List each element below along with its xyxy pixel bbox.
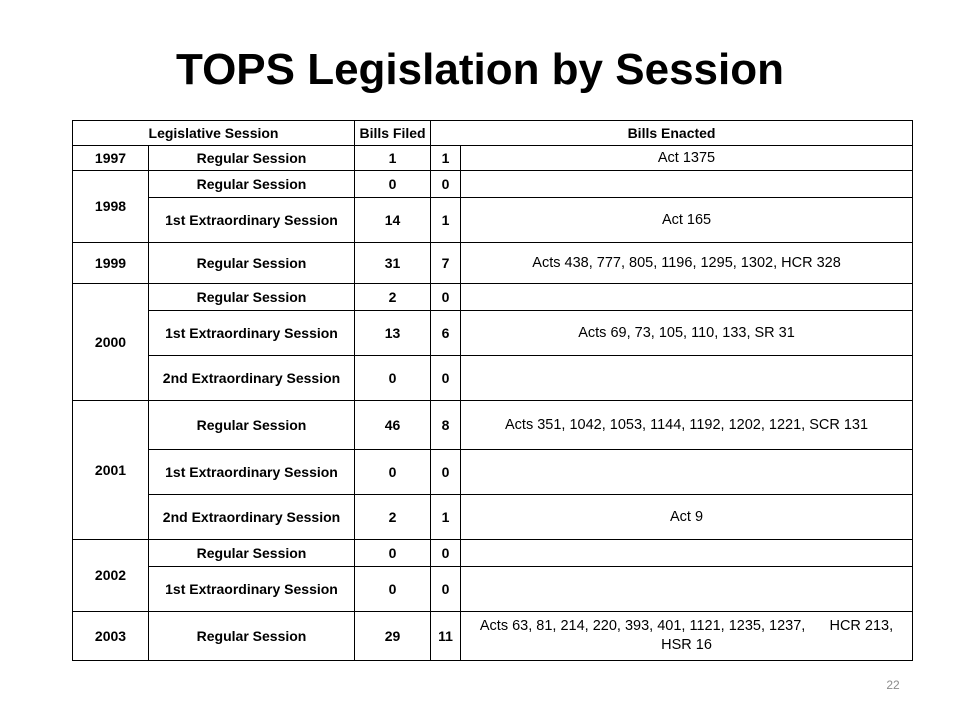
session-cell: Regular Session	[149, 401, 355, 450]
table-row	[73, 401, 913, 450]
bills-filed-cell: 14	[355, 198, 431, 243]
year-cell: 1998	[73, 171, 149, 243]
bills-filed-cell: 31	[355, 243, 431, 284]
session-cell: 1st Extraordinary Session	[149, 198, 355, 243]
bills-enacted-count-cell: 1	[431, 198, 461, 243]
header-legislative-session: Legislative Session	[73, 121, 355, 146]
bills-enacted-count-cell: 7	[431, 243, 461, 284]
bills-enacted-count-cell: 6	[431, 311, 461, 356]
table-row	[73, 450, 913, 495]
page-number: 22	[886, 678, 900, 692]
year-cell: 2003	[73, 612, 149, 661]
bills-filed-cell: 29	[355, 612, 431, 661]
session-cell: 2nd Extraordinary Session	[149, 356, 355, 401]
year-cell: 2002	[73, 540, 149, 612]
acts-cell: Acts 351, 1042, 1053, 1144, 1192, 1202, 1221, SCR 131	[461, 401, 913, 450]
session-cell: Regular Session	[149, 146, 355, 171]
session-cell: 1st Extraordinary Session	[149, 311, 355, 356]
table-row	[73, 146, 913, 171]
bills-filed-cell: 1	[355, 146, 431, 171]
bills-filed-cell: 0	[355, 450, 431, 495]
acts-cell: Act 1375	[461, 146, 913, 171]
table-row	[73, 612, 913, 661]
table-row	[73, 284, 913, 311]
bills-filed-cell: 0	[355, 567, 431, 612]
table-row	[73, 243, 913, 284]
bills-enacted-count-cell: 0	[431, 356, 461, 401]
acts-cell: Acts 438, 777, 805, 1196, 1295, 1302, HCR 328	[461, 243, 913, 284]
acts-cell	[461, 171, 913, 198]
table-row	[73, 567, 913, 612]
table-row	[73, 356, 913, 401]
bills-filed-cell: 0	[355, 171, 431, 198]
year-cell: 2001	[73, 401, 149, 540]
acts-cell	[461, 450, 913, 495]
bills-enacted-count-cell: 8	[431, 401, 461, 450]
tops-legislation-table	[72, 120, 913, 661]
bills-enacted-count-cell: 1	[431, 146, 461, 171]
bills-enacted-count-cell: 0	[431, 450, 461, 495]
session-cell: 1st Extraordinary Session	[149, 567, 355, 612]
bills-enacted-count-cell: 0	[431, 567, 461, 612]
table-row	[73, 311, 913, 356]
header-bills-enacted: Bills Enacted	[431, 121, 913, 146]
bills-filed-cell: 0	[355, 356, 431, 401]
bills-enacted-count-cell: 11	[431, 612, 461, 661]
bills-enacted-count-cell: 0	[431, 171, 461, 198]
bills-filed-cell: 13	[355, 311, 431, 356]
session-cell: Regular Session	[149, 243, 355, 284]
acts-cell	[461, 567, 913, 612]
bills-enacted-count-cell: 1	[431, 495, 461, 540]
acts-cell: Act 165	[461, 198, 913, 243]
session-cell: Regular Session	[149, 540, 355, 567]
bills-filed-cell: 2	[355, 495, 431, 540]
bills-filed-cell: 2	[355, 284, 431, 311]
table-row	[73, 495, 913, 540]
bills-filed-cell: 46	[355, 401, 431, 450]
session-cell: Regular Session	[149, 171, 355, 198]
bills-enacted-count-cell: 0	[431, 284, 461, 311]
acts-cell: Act 9	[461, 495, 913, 540]
table-header-row	[73, 121, 913, 146]
bills-enacted-count-cell: 0	[431, 540, 461, 567]
page-title: TOPS Legislation by Session	[175, 45, 784, 94]
acts-cell: Acts 69, 73, 105, 110, 133, SR 31	[461, 311, 913, 356]
session-cell: Regular Session	[149, 612, 355, 661]
acts-cell	[461, 284, 913, 311]
year-cell: 1997	[73, 146, 149, 171]
acts-cell	[461, 540, 913, 567]
table-row	[73, 171, 913, 198]
session-cell: 1st Extraordinary Session	[149, 450, 355, 495]
acts-cell	[461, 356, 913, 401]
bills-filed-cell: 0	[355, 540, 431, 567]
session-cell: 2nd Extraordinary Session	[149, 495, 355, 540]
year-cell: 2000	[73, 284, 149, 401]
table-row	[73, 198, 913, 243]
header-bills-filed: Bills Filed	[355, 121, 431, 146]
table-row	[73, 540, 913, 567]
session-cell: Regular Session	[149, 284, 355, 311]
acts-cell: Acts 63, 81, 214, 220, 393, 401, 1121, 1235, 1237, HCR 213, HSR 16	[461, 612, 913, 661]
year-cell: 1999	[73, 243, 149, 284]
